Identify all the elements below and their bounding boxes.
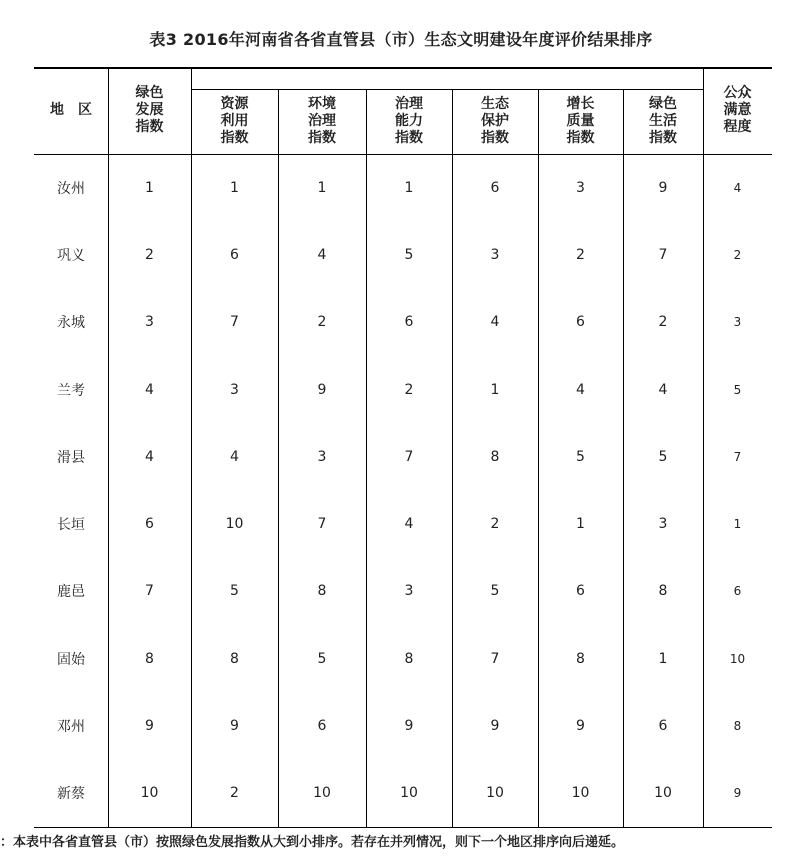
rank-cell: 2 (230, 785, 239, 802)
row-region-name: 长垣 (57, 517, 85, 534)
satisfaction-rank-cell: 1 (733, 517, 742, 532)
rank-cell: 9 (490, 718, 500, 735)
row-region-name: 滑县 (57, 449, 85, 466)
rank-cell: 4 (317, 246, 327, 263)
rank-cell: 9 (230, 718, 239, 735)
rank-cell: 10 (400, 785, 418, 802)
rank-cell: 6 (145, 516, 154, 533)
row-region-name: 汝州 (57, 180, 85, 197)
rank-cell: 7 (658, 246, 668, 263)
rank-cell: 2 (145, 246, 154, 263)
footnote: ：本表中各省直管县（市）按照绿色发展指数从大到小排序。若存在并列情况，则下一个地区排序向后递延。 (0, 835, 625, 850)
satisfaction-rank-cell: 10 (729, 651, 746, 666)
rank-cell: 8 (658, 583, 668, 600)
rank-cell: 7 (317, 516, 327, 533)
satisfaction-rank-cell: 7 (733, 449, 742, 464)
rank-cell: 5 (576, 448, 585, 465)
header-sub-index: 治理 能力 指数 (395, 96, 423, 146)
rank-cell: 10 (486, 785, 504, 802)
rank-cell: 10 (571, 785, 590, 802)
rank-cell: 4 (230, 448, 239, 465)
header-sub-index: 增长 质量 指数 (566, 96, 595, 146)
rank-cell: 8 (317, 583, 327, 600)
rank-cell: 10 (140, 785, 159, 802)
rank-cell: 6 (404, 314, 414, 331)
rank-cell: 1 (145, 179, 154, 196)
row-region-name: 固始 (57, 651, 85, 668)
rank-cell: 3 (576, 179, 585, 196)
rank-cell: 2 (317, 314, 327, 331)
satisfaction-rank-cell: 6 (733, 584, 742, 599)
satisfaction-rank-cell: 2 (733, 247, 742, 262)
rank-cell: 6 (658, 718, 668, 735)
rank-cell: 3 (317, 448, 327, 465)
rank-cell: 5 (490, 583, 500, 600)
rank-cell: 4 (145, 448, 154, 465)
rank-cell: 8 (404, 650, 414, 667)
rank-cell: 5 (317, 650, 327, 667)
header-region: 地 区 (50, 102, 92, 118)
rank-cell: 4 (490, 314, 500, 331)
rank-cell: 8 (145, 650, 154, 667)
rank-cell: 5 (658, 448, 668, 465)
rank-cell: 5 (404, 246, 414, 263)
rank-cell: 6 (576, 314, 585, 331)
row-region-name: 永城 (57, 315, 85, 332)
rank-cell: 6 (230, 246, 239, 263)
satisfaction-rank-cell: 5 (733, 382, 742, 397)
rank-cell: 7 (404, 448, 414, 465)
rank-cell: 7 (490, 650, 500, 667)
header-sub-index: 资源 利用 指数 (220, 96, 249, 146)
rank-cell: 4 (576, 381, 585, 398)
row-region-name: 巩义 (57, 247, 85, 264)
rank-cell: 9 (317, 381, 327, 398)
rank-cell: 8 (576, 650, 585, 667)
rank-cell: 8 (230, 650, 239, 667)
header-sub-index: 环境 治理 指数 (308, 96, 336, 146)
rank-cell: 1 (317, 179, 327, 196)
header-sub-index: 绿色 生活 指数 (649, 96, 677, 146)
table-title: 表3 2016年河南省各省直管县（市）生态文明建设年度评价结果排序 (149, 30, 653, 49)
row-region-name: 鹿邑 (57, 584, 85, 601)
rank-cell: 2 (658, 314, 668, 331)
rank-cell: 4 (658, 381, 668, 398)
rank-cell: 6 (317, 718, 327, 735)
ranking-table (34, 67, 772, 828)
rank-cell: 7 (145, 583, 154, 600)
rank-cell: 10 (313, 785, 331, 802)
satisfaction-rank-cell: 9 (733, 786, 742, 801)
rank-cell: 8 (490, 448, 500, 465)
rank-cell: 2 (490, 516, 500, 533)
rank-cell: 2 (404, 381, 414, 398)
rank-cell: 9 (404, 718, 414, 735)
rank-cell: 10 (654, 785, 672, 802)
rank-cell: 3 (658, 516, 668, 533)
rank-cell: 1 (576, 516, 585, 533)
rank-cell: 3 (230, 381, 239, 398)
satisfaction-rank-cell: 3 (733, 315, 742, 330)
rank-cell: 9 (576, 718, 585, 735)
rank-cell: 10 (225, 516, 244, 533)
rank-cell: 6 (576, 583, 585, 600)
rank-cell: 4 (404, 516, 414, 533)
rank-cell: 3 (404, 583, 414, 600)
rank-cell: 9 (145, 718, 154, 735)
rank-cell: 1 (490, 381, 500, 398)
rank-cell: 1 (658, 650, 668, 667)
rank-cell: 9 (658, 179, 668, 196)
header-sub-index: 生态 保护 指数 (481, 96, 509, 146)
rank-cell: 3 (490, 246, 500, 263)
table-bottom-rule (34, 827, 772, 828)
rank-cell: 2 (576, 246, 585, 263)
row-region-name: 兰考 (57, 382, 85, 399)
row-region-name: 邓州 (57, 719, 85, 736)
rank-cell: 1 (230, 179, 239, 196)
rank-cell: 1 (404, 179, 414, 196)
satisfaction-rank-cell: 4 (733, 180, 742, 195)
rank-cell: 4 (145, 381, 154, 398)
rank-cell: 3 (145, 314, 154, 331)
satisfaction-rank-cell: 8 (733, 719, 742, 734)
row-region-name: 新蔡 (57, 786, 85, 803)
rank-cell: 5 (230, 583, 239, 600)
header-public-satisfaction: 公众 满意 程度 (723, 85, 752, 135)
header-green-development-index: 绿色 发展 指数 (135, 85, 164, 135)
rank-cell: 7 (230, 314, 239, 331)
rank-cell: 6 (490, 179, 500, 196)
